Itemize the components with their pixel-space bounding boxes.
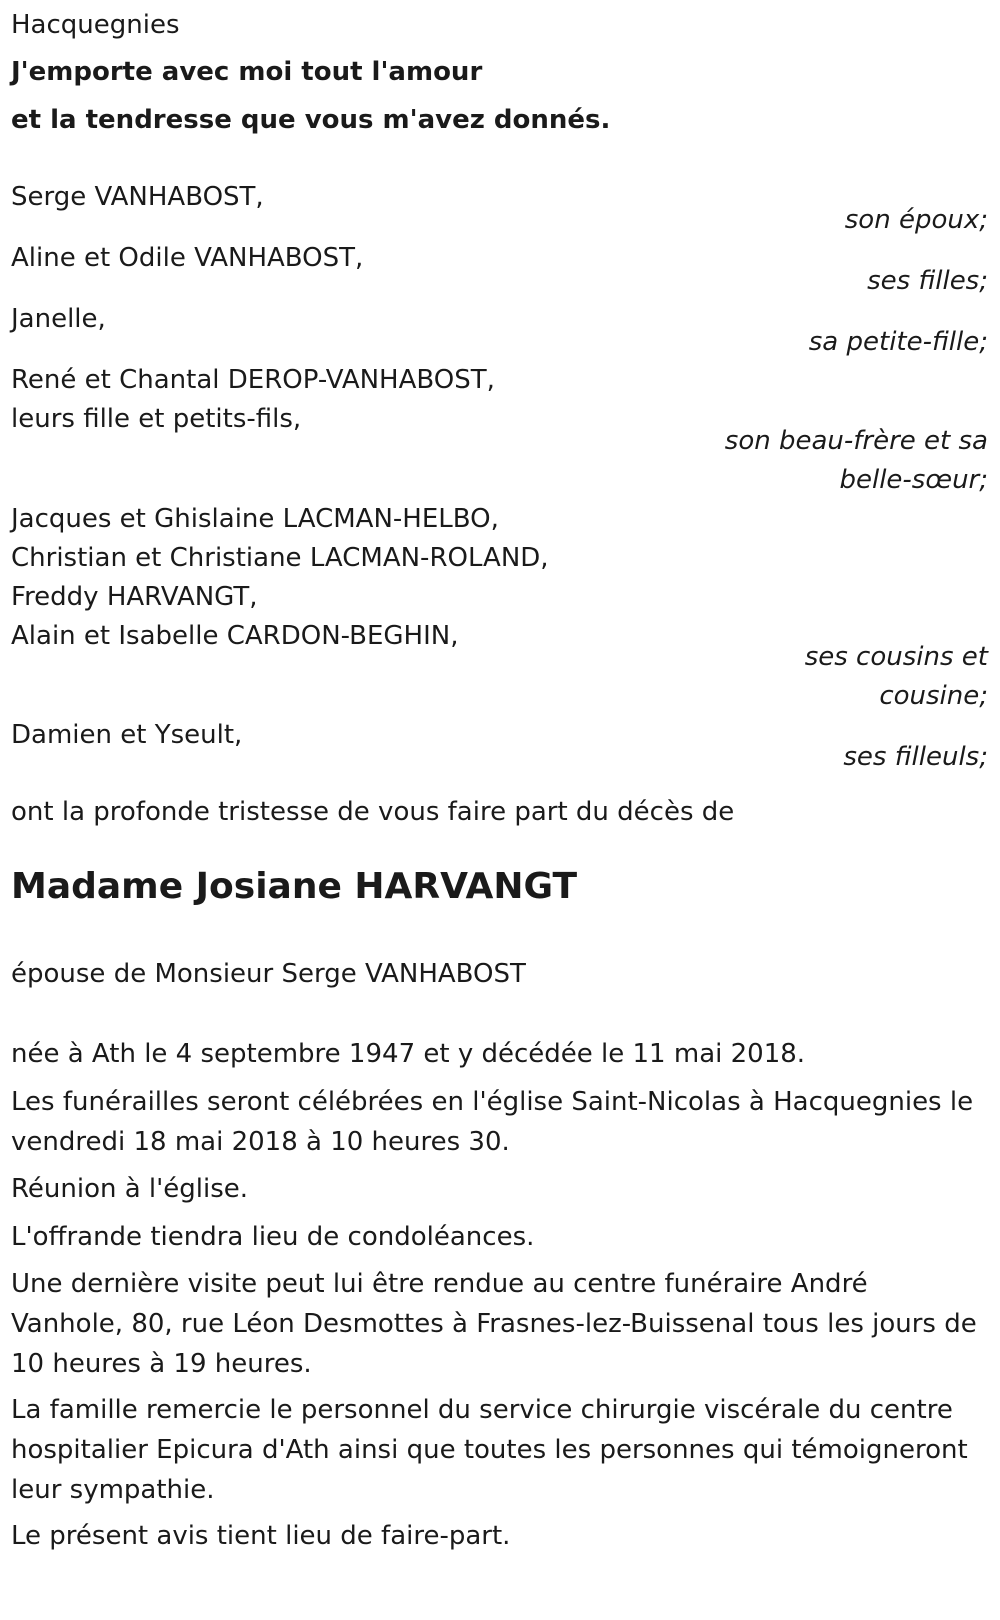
paragraph-notice: Le présent avis tient lieu de faire-part. bbox=[11, 1521, 511, 1551]
family-name: Freddy HARVANGT, bbox=[11, 582, 258, 612]
family-relation: ses filles; bbox=[867, 266, 988, 296]
paragraph-thanks: La famille remercie le personnel du service chirurgie viscérale du centre hospitalier Epicura d'Ath ainsi que toutes les personnes qui témoigneront leur sympathie. bbox=[11, 1395, 968, 1505]
location-text: Hacquegnies bbox=[11, 10, 180, 40]
family-name: Alain et Isabelle CARDON-BEGHIN, bbox=[11, 621, 459, 651]
family-relation: sa petite-fille; bbox=[808, 327, 988, 357]
quote-line-1: J'emporte avec moi tout l'amour bbox=[11, 57, 483, 87]
paragraph-visit: Une dernière visite peut lui être rendue au centre funéraire André Vanhole, 80, rue Léon Desmottes à Frasnes-lez-Buissenal tous les jours de 10 heures à 19 heures. bbox=[11, 1269, 977, 1379]
family-relation: ses filleuls; bbox=[843, 742, 988, 772]
family-name: Damien et Yseult, bbox=[11, 720, 243, 750]
spouse-line: épouse de Monsieur Serge VANHABOST bbox=[11, 959, 526, 989]
family-name: Serge VANHABOST, bbox=[11, 182, 264, 212]
family-name: leurs fille et petits-fils, bbox=[11, 404, 302, 434]
paragraph-funeral: Les funérailles seront célébrées en l'église Saint-Nicolas à Hacquegnies le vendredi 18 mai 2018 à 10 heures 30. bbox=[11, 1087, 974, 1157]
family-relation: son beau-frère et sa bbox=[724, 426, 988, 456]
family-name: Aline et Odile VANHABOST, bbox=[11, 243, 364, 273]
deceased-name: Madame Josiane HARVANGT bbox=[11, 866, 577, 907]
family-relation: belle-sœur; bbox=[839, 465, 988, 495]
paragraph-meeting: Réunion à l'église. bbox=[11, 1174, 249, 1204]
paragraph-offering: L'offrande tiendra lieu de condoléances. bbox=[11, 1222, 535, 1252]
family-name: Christian et Christiane LACMAN-ROLAND, bbox=[11, 543, 549, 573]
family-relation: cousine; bbox=[879, 681, 988, 711]
paragraph-birth-death: née à Ath le 4 septembre 1947 et y décédée le 11 mai 2018. bbox=[11, 1039, 806, 1069]
announcement-text: ont la profonde tristesse de vous faire part du décès de bbox=[11, 797, 735, 827]
family-name: René et Chantal DEROP-VANHABOST, bbox=[11, 365, 495, 395]
quote-line-2: et la tendresse que vous m'avez donnés. bbox=[11, 105, 611, 135]
family-relation: son époux; bbox=[844, 205, 988, 235]
family-name: Janelle, bbox=[11, 304, 106, 334]
family-name: Jacques et Ghislaine LACMAN-HELBO, bbox=[11, 504, 499, 534]
family-relation: ses cousins et bbox=[804, 642, 988, 672]
